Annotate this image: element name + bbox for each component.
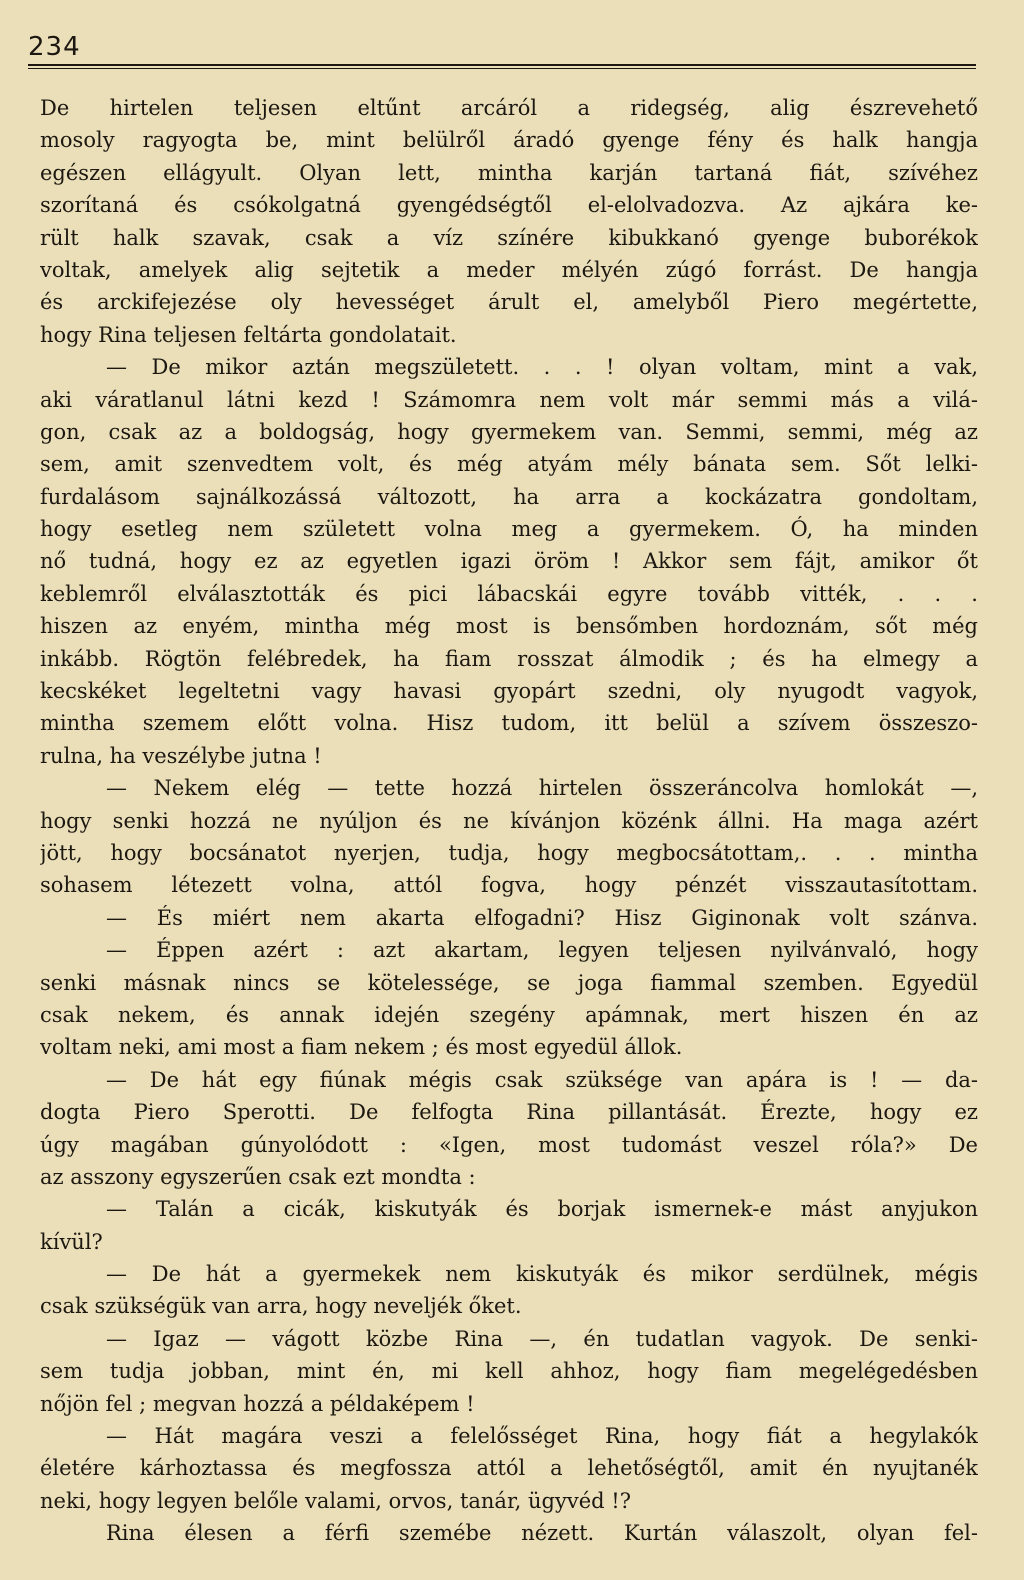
text-line: és arckifejezése oly hevességet árult el, amelyből Piero megértette, bbox=[40, 290, 978, 315]
text-line: csak nekem, és annak idején szegény apámnak, mert hiszen én az bbox=[40, 1002, 978, 1027]
text-line: életére kárhoztassa és megfossza attól a lehetőségtől, amit én nyujtanék bbox=[40, 1456, 978, 1481]
text-line: szorítaná és csókolgatná gyengédségtől el-elolvadozva. Az ajkára ke- bbox=[40, 193, 978, 218]
text-line: hiszen az enyém, mintha még most is bensőmben hordoznám, sőt még bbox=[40, 614, 978, 639]
text-line: nőjön fel ; megvan hozzá a példaképem ! bbox=[40, 1391, 475, 1416]
text-line: csak szükségük van arra, hogy neveljék őket. bbox=[40, 1294, 522, 1319]
text-line: jött, hogy bocsánatot nyerjen, tudja, hogy megbocsátottam,. . . mintha bbox=[40, 840, 978, 865]
text-line: hogy senki hozzá ne nyúljon és ne kívánjon közénk állni. Ha maga azért bbox=[40, 808, 978, 833]
text-line: senki másnak nincs se kötelessége, se joga fiammal szemben. Egyedül bbox=[40, 970, 978, 995]
text-line: hogy esetleg nem született volna meg a gyermekem. Ó, ha minden bbox=[40, 517, 978, 542]
text-line: sem, amit szenvedtem volt, és még atyám mély bánata sem. Sőt lelki- bbox=[40, 452, 978, 477]
text-line: Rina élesen a férfi szemébe nézett. Kurtán válaszolt, olyan fel- bbox=[106, 1521, 978, 1546]
text-line: mintha szemem előtt volna. Hisz tudom, itt belül a szívem összeszo- bbox=[40, 711, 978, 736]
text-line: dogta Piero Sperotti. De felfogta Rina pillantását. Érezte, hogy ez bbox=[40, 1100, 978, 1125]
text-line: voltam neki, ami most a fiam nekem ; és most egyedül állok. bbox=[40, 1035, 683, 1060]
text-line: — Talán a cicák, kiskutyák és borjak ismernek-e mást anyjukon bbox=[106, 1197, 978, 1222]
text-line: rulna, ha veszélybe jutna ! bbox=[40, 743, 322, 768]
text-line: aki váratlanul látni kezd ! Számomra nem volt már semmi más a vilá- bbox=[40, 387, 978, 412]
text-line: — Igaz — vágott közbe Rina —, én tudatlan vagyok. De senki- bbox=[106, 1326, 978, 1351]
text-line: — De hát a gyermekek nem kiskutyák és mikor serdülnek, mégis bbox=[106, 1262, 978, 1287]
text-line: kívül? bbox=[40, 1229, 103, 1254]
text-line: — Nekem elég — tette hozzá hirtelen összeráncolva homlokát —, bbox=[106, 776, 978, 801]
text-line: neki, hogy legyen belőle valami, orvos, tanár, ügyvéd !? bbox=[40, 1488, 631, 1513]
text-line: — És miért nem akarta elfogadni? Hisz Giginonak volt szánva. bbox=[106, 905, 978, 930]
text-line: — De mikor aztán megszületett. . . ! olyan voltam, mint a vak, bbox=[106, 355, 978, 380]
text-line: sohasem létezett volna, attól fogva, hogy pénzét visszautasítottam. bbox=[40, 873, 978, 898]
text-line: — De hát egy fiúnak mégis csak szüksége van apára is ! — da- bbox=[106, 1067, 978, 1092]
text-line: nő tudná, hogy ez az egyetlen igazi öröm ! Akkor sem fájt, amikor őt bbox=[40, 549, 978, 574]
text-line: — Éppen azért : azt akartam, legyen teljesen nyilvánvaló, hogy bbox=[106, 938, 978, 963]
text-line: voltak, amelyek alig sejtetik a meder mélyén zúgó forrást. De hangja bbox=[40, 257, 978, 282]
text-line: kecskéket legeltetni vagy havasi gyopárt szedni, oly nyugodt vagyok, bbox=[40, 679, 978, 704]
text-line: mosoly ragyogta be, mint belülről áradó gyenge fény és halk hangja bbox=[40, 128, 978, 153]
text-line: inkább. Rögtön felébredek, ha fiam rosszat álmodik ; és ha elmegy a bbox=[40, 646, 978, 671]
text-line: úgy magában gúnyolódott : «Igen, most tudomást veszel róla?» De bbox=[40, 1132, 978, 1157]
text-line: De hirtelen teljesen eltűnt arcáról a ridegség, alig észrevehető bbox=[40, 96, 978, 120]
text-line: furdalásom sajnálkozássá változott, ha arra a kockázatra gondoltam, bbox=[40, 484, 978, 509]
text-line: az asszony egyszerűen csak ezt mondta : bbox=[40, 1164, 476, 1189]
text-line: egészen ellágyult. Olyan lett, mintha karján tartaná fiát, szívéhez bbox=[40, 160, 978, 185]
text-line: keblemről elválasztották és pici lábacskái egyre tovább vitték, . . . bbox=[40, 581, 978, 606]
body-text bbox=[40, 92, 978, 1550]
text-line: rült halk szavak, csak a víz színére kibukkanó gyenge buborékok bbox=[40, 225, 978, 250]
page-number: 234 bbox=[28, 32, 81, 62]
text-line: gon, csak az a boldogság, hogy gyermekem van. Semmi, semmi, még az bbox=[40, 419, 978, 444]
header-rule bbox=[28, 64, 976, 69]
text-line: — Hát magára veszi a felelősséget Rina, hogy fiát a hegylakók bbox=[106, 1424, 978, 1449]
text-line: hogy Rina teljesen feltárta gondolatait. bbox=[40, 322, 457, 347]
text-line: sem tudja jobban, mint én, mi kell ahhoz, hogy fiam megelégedésben bbox=[40, 1359, 978, 1384]
